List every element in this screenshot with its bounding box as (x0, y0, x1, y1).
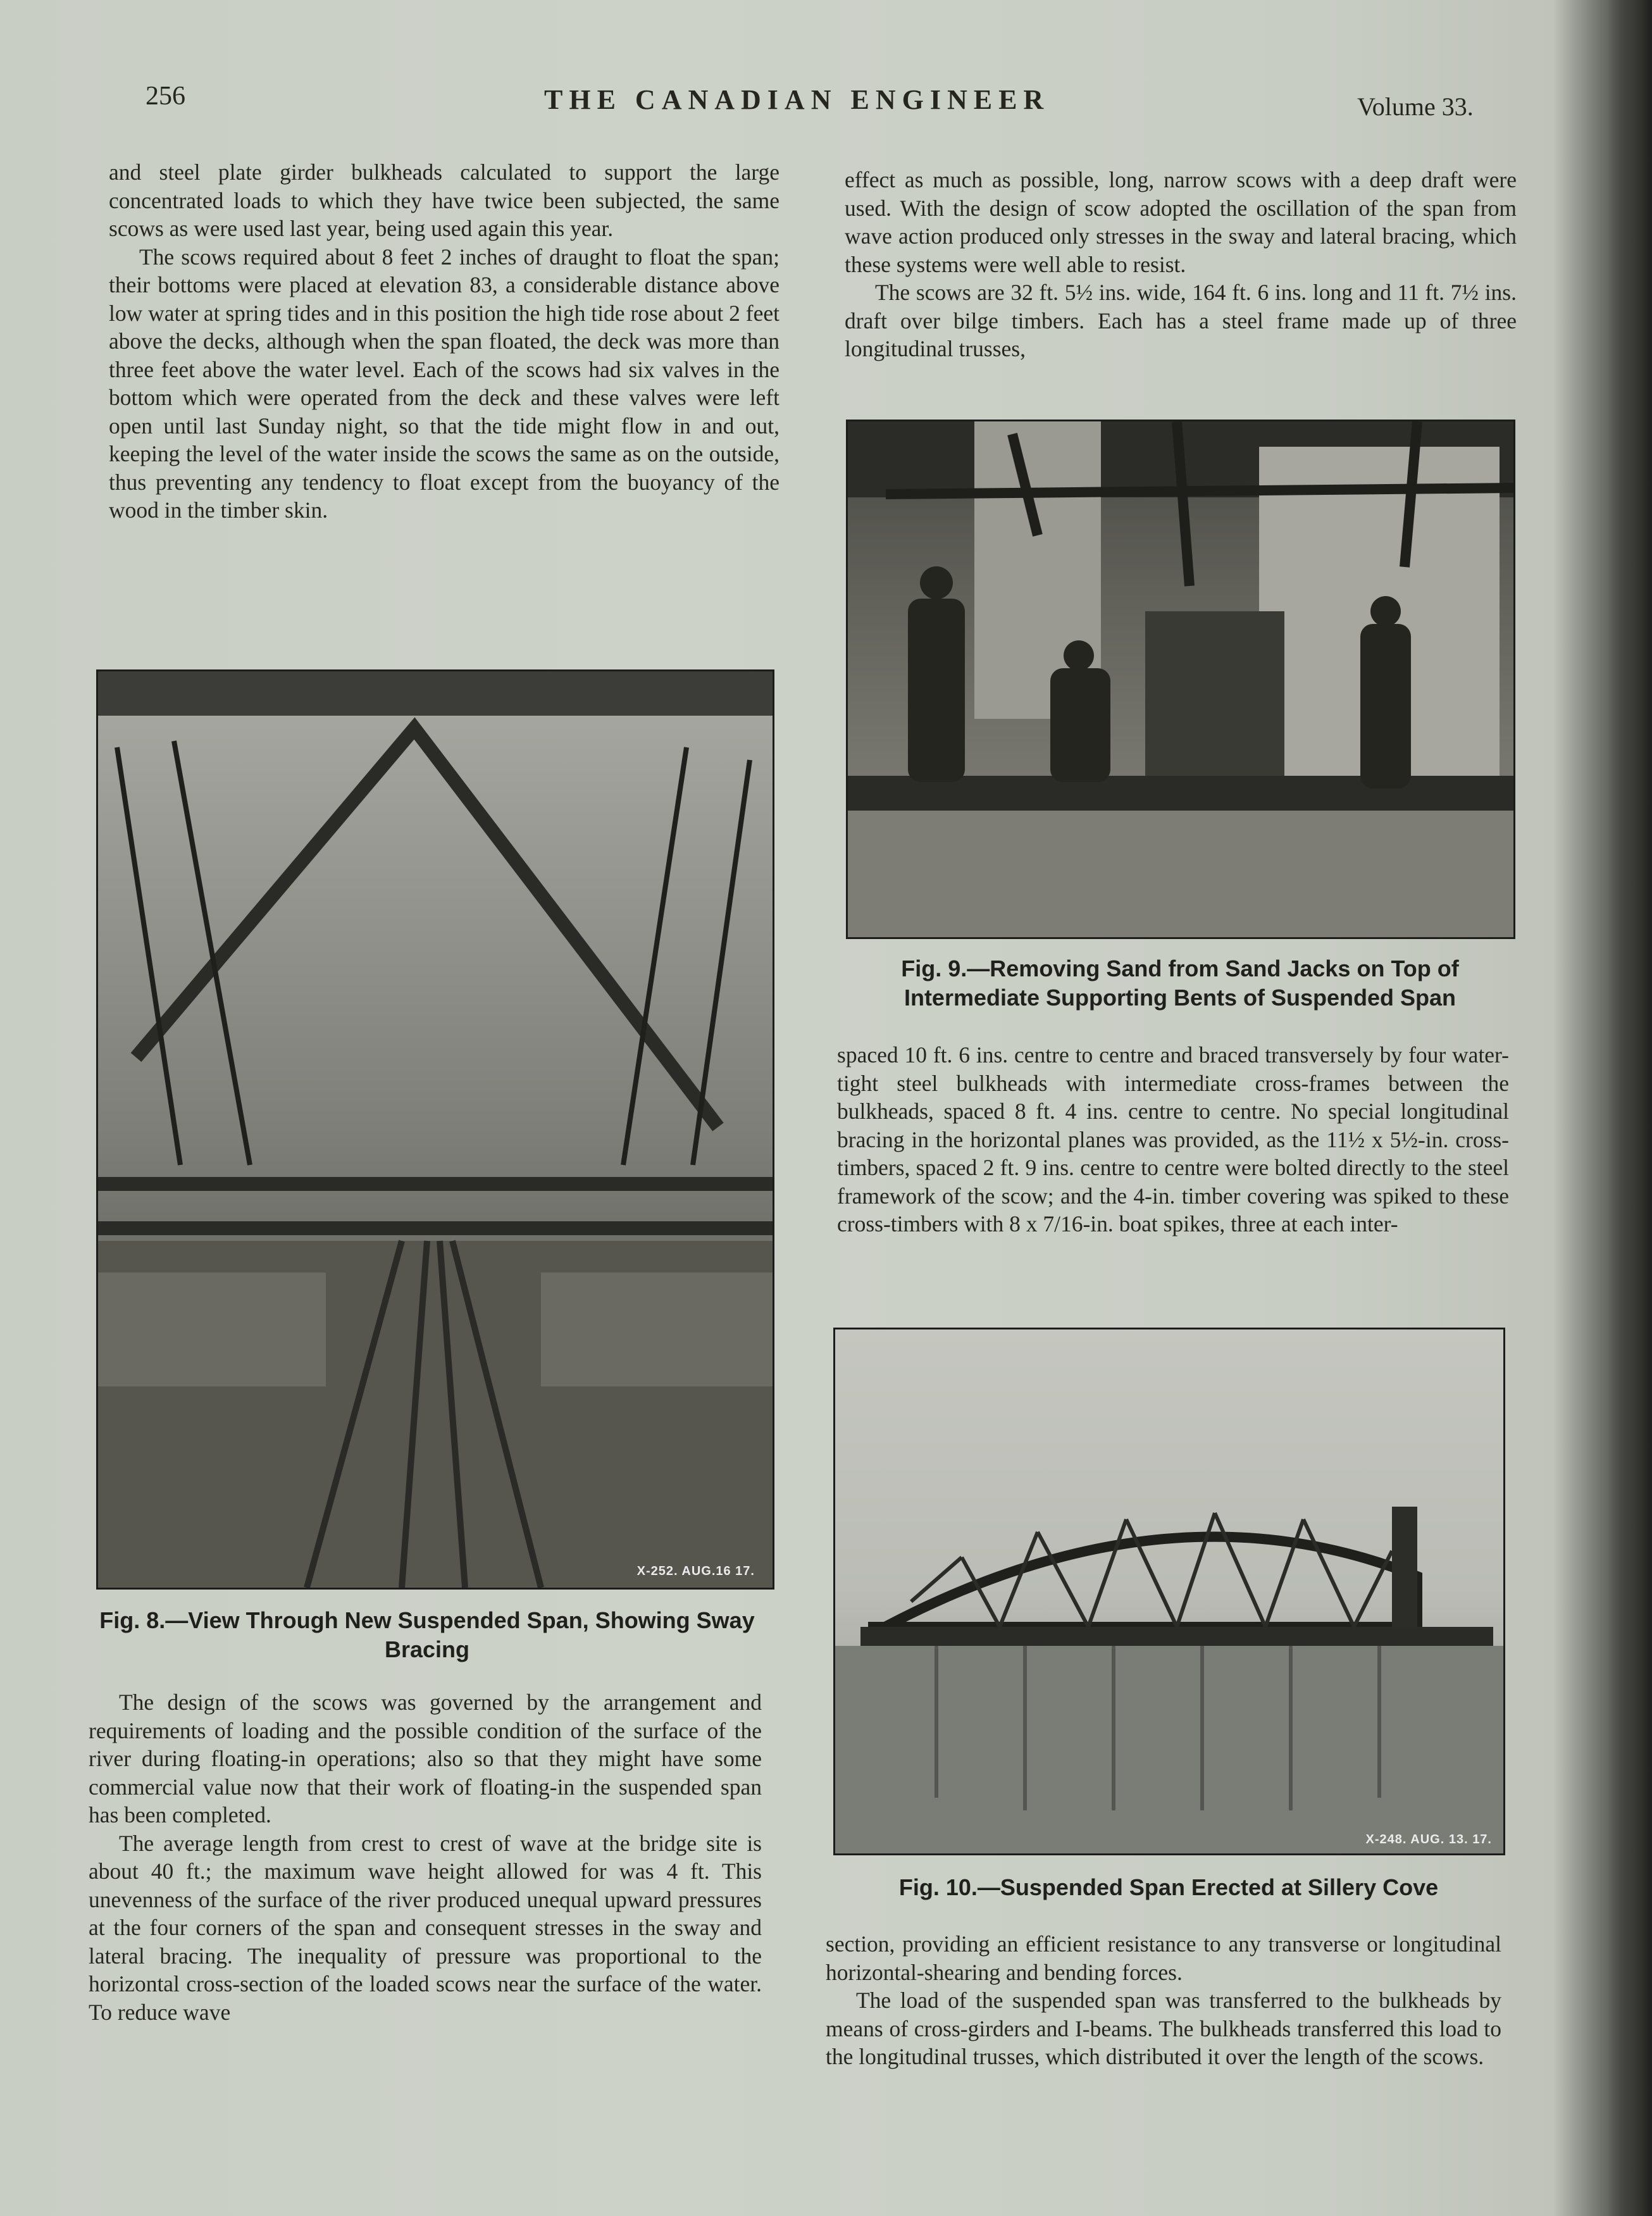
fig10-plate-id: X-248. AUG. 13. 17. (1365, 1833, 1492, 1846)
paragraph: section, providing an efficient resistance to any transverse or longitudinal horizontal-shearing and bending forces. (826, 1931, 1501, 1985)
paragraph: effect as much as possible, long, narrow scows with a deep draft were used. With the design of scow adopted the oscillation of the span from wave action produced only stresses in the sway and lateral bracing, which these systems were well able to resist. (845, 167, 1517, 277)
right-column-middle-text (837, 1041, 1509, 1238)
fig9-caption: Fig. 9.—Removing Sand from Sand Jacks on Top of Intermediate Supporting Bents of Suspended Span (901, 955, 1459, 1011)
right-column-bottom-text (826, 1930, 1501, 2071)
fig8-plate-id: X-252. AUG.16 17. (637, 1564, 755, 1578)
paragraph: spaced 10 ft. 6 ins. centre to centre and braced transversely by four water-tight steel bulkheads with intermediate cross-frames between the bulkheads, spaced 8 ft. 4 ins. centre to centre. No special longitudinal bracing in the horizontal planes was provided, as the 11½ x 5½-in. cross-timbers, spaced 2 ft. 9 ins. centre to centre were bolted directly to the steel framework of the scow; and the 4-in. timber covering was spiked to these cross-timbers with 8 x 7/16-in. boat spikes, three at each inter- (837, 1042, 1509, 1236)
paragraph: The scows are 32 ft. 5½ ins. wide, 164 ft. 6 ins. long and 11 ft. 7½ ins. draft over bilge timbers. Each has a steel frame made up of three longitudinal trusses, (845, 280, 1517, 361)
journal-title: THE CANADIAN ENGINEER (544, 84, 1050, 115)
paragraph: The design of the scows was governed by the arrangement and requirements of loading and the possible condition of the surface of the river during floating-in operations; also so that they might have some commercial value now that their work of floating-in the suspended span has been completed. (89, 1690, 762, 1827)
fig9-photo (846, 420, 1515, 939)
fig8-caption: Fig. 8.—View Through New Suspended Span, Showing Sway Bracing (99, 1607, 755, 1662)
left-column-bottom-text (89, 1688, 762, 2026)
fig10-photo (833, 1328, 1505, 1855)
volume-label: Volume 33. (1357, 92, 1474, 121)
left-column-top-text (109, 158, 779, 525)
paragraph: and steel plate girder bulkheads calculated to support the large concentrated loads to which they have twice been subjected, the same scows as were used last year, being used again this year. (109, 159, 779, 241)
paragraph: The scows required about 8 feet 2 inches of draught to float the span; their bottoms were placed at elevation 83, a considerable distance above low water at spring tides and in this position the high tide rose about 2 feet above the decks, although when the span floated, the deck was more than three feet above the water level. Each of the scows had six valves in the bottom which were operated from the deck and these valves were left open until last Sunday night, so that the tide might flow in and out, keeping the level of the water inside the scows the same as on the outside, thus preventing any tendency to float except from the buoyancy of the wood in the timber skin. (109, 244, 779, 523)
paragraph: The average length from crest to crest of wave at the bridge site is about 40 ft.; the maximum wave height allowed for was 4 ft. This unevenness of the surface of the river produced unequal upward pressures at the four corners of the span and consequent stresses in the sway and lateral bracing. The inequality of pressure was proportional to the horizontal cross-section of the loaded scows near the surface of the water. To reduce wave (89, 1830, 762, 2025)
fig10-caption: Fig. 10.—Suspended Span Erected at Sillery Cove (898, 1874, 1439, 1900)
paragraph: The load of the suspended span was transferred to the bulkheads by means of cross-girders and I-beams. The bulkheads transferred this load to the longitudinal trusses, which distributed it over the length of the scows. (826, 1988, 1501, 2069)
fig8-photo (96, 669, 774, 1590)
book-spine-shadow (1608, 0, 1652, 2216)
page-number: 256 (146, 82, 185, 111)
right-column-top-text (845, 166, 1517, 363)
